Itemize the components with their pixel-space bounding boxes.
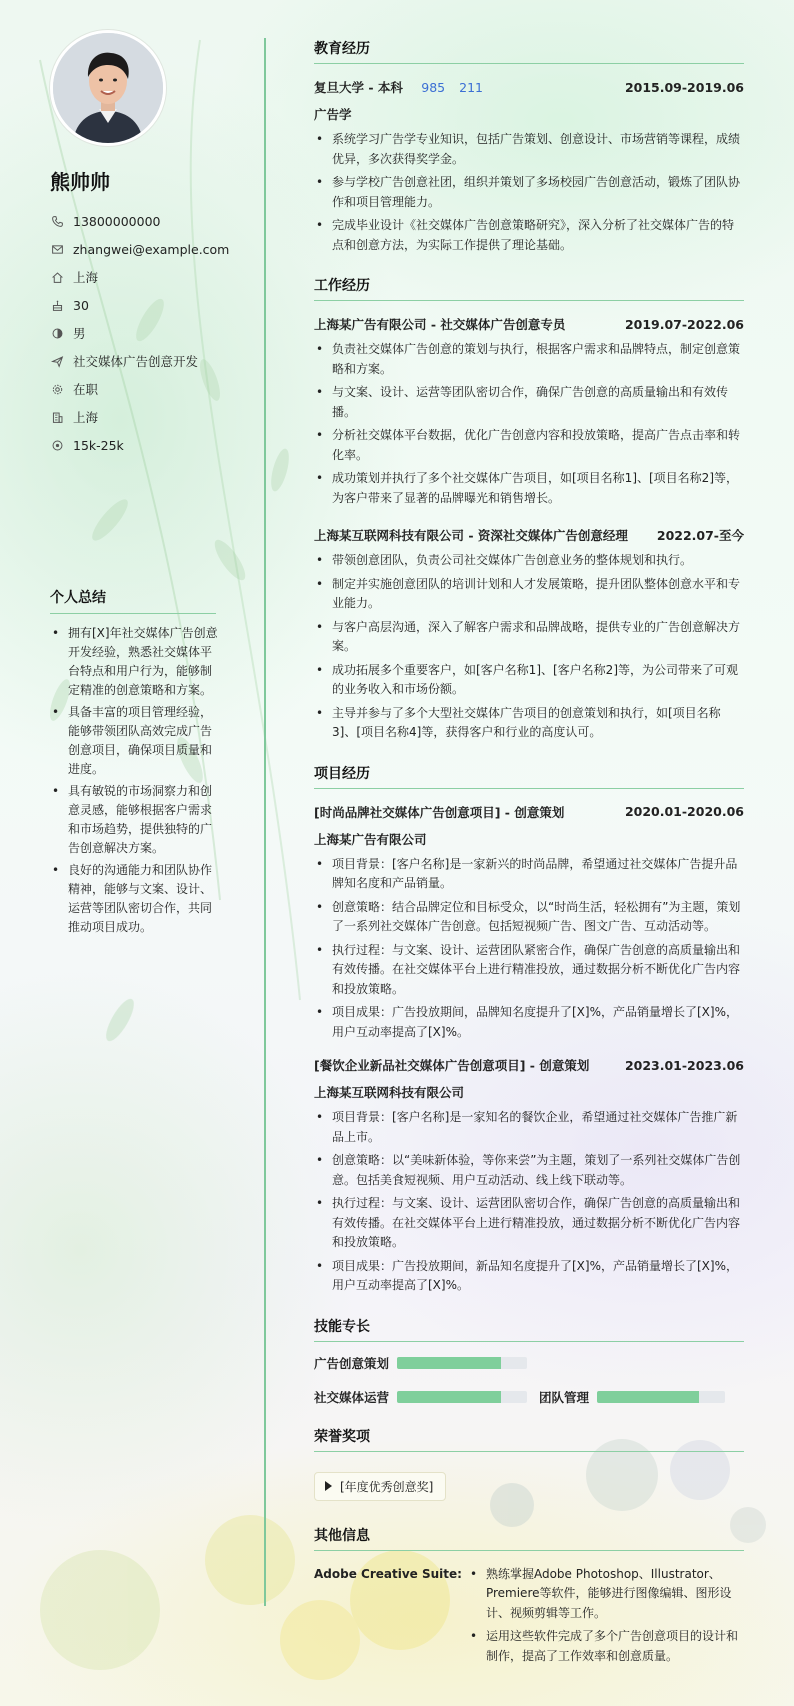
work-list bbox=[314, 551, 744, 743]
coin-icon bbox=[50, 438, 64, 452]
caret-right-icon bbox=[325, 1481, 332, 1491]
list-item: • 成功拓展多个重要客户，如[客户名称1]、[客户名称2]等，为公司带来了可观的业务收入和市场份额。 bbox=[314, 661, 744, 700]
main-content bbox=[314, 38, 744, 1670]
list-item: • 创意策略：结合品牌定位和目标受众，以“时尚生活，轻松拥有”为主题，策划了一系列社交媒体广告创意。包括短视频广告、图文广告、互动活动等。 bbox=[314, 898, 744, 937]
info-email bbox=[50, 235, 234, 263]
award-toggle[interactable] bbox=[314, 1472, 446, 1501]
column-divider bbox=[264, 38, 266, 1606]
job-date: 2022.07-至今 bbox=[656, 528, 744, 543]
award-label: [年度优秀创意奖] bbox=[340, 1479, 434, 1494]
list-item: • 熟练掌握Adobe Photoshop、Illustrator、Premiere等软件，能够进行图像编辑、图形设计、视频剪辑等工作。 bbox=[468, 1565, 744, 1624]
skill-bar-fill bbox=[397, 1357, 501, 1369]
send-icon bbox=[50, 354, 64, 368]
skill-bar-fill bbox=[397, 1391, 501, 1403]
school-block bbox=[314, 78, 483, 96]
list-item: • 运用这些软件完成了多个广告创意项目的设计和制作，提高了工作效率和创意质量。 bbox=[468, 1627, 744, 1666]
tag-badge: 211 bbox=[459, 80, 483, 95]
list-item: • 负责社交媒体广告创意的策划与执行，根据客户需求和品牌特点，制定创意策略和方案。 bbox=[314, 340, 744, 379]
info-city bbox=[50, 263, 234, 291]
project-company: 上海某互联网科技有限公司 bbox=[314, 1085, 465, 1100]
target-city-text: 上海 bbox=[73, 410, 99, 425]
list-item: • 制定并实施创意团队的培训计划和人才发展策略，提升团队整体创意水平和专业能力。 bbox=[314, 575, 744, 614]
skill-bar bbox=[397, 1357, 527, 1369]
person-name: 熊帅帅 bbox=[50, 170, 110, 194]
education-heading: 教育经历 bbox=[314, 38, 744, 64]
projects-heading: 项目经历 bbox=[314, 763, 744, 789]
list-item: • 执行过程：与文案、设计、运营团队密切合作，确保广告创意的高质量输出和有效传播。在社交媒体平台上进行精准投放，通过数据分析不断优化广告内容和投放策略。 bbox=[314, 1194, 744, 1253]
list-item: • 与客户高层沟通，深入了解客户需求和品牌战略，提供专业的广告创意解决方案。 bbox=[314, 618, 744, 657]
project-date: 2023.01-2023.06 bbox=[624, 1057, 744, 1073]
info-age bbox=[50, 291, 234, 319]
education-entry-header bbox=[314, 78, 744, 96]
project-entry-header bbox=[314, 1056, 744, 1074]
job-date: 2019.07-2022.06 bbox=[624, 316, 744, 332]
city-text: 上海 bbox=[73, 270, 99, 285]
list-item: • 拥有[X]年社交媒体广告创意开发经验，熟悉社交媒体平台特点和用户行为，能够制定精准的创意策略和方案。 bbox=[50, 624, 220, 700]
skill-bar bbox=[597, 1391, 725, 1403]
other-key: Adobe Creative Suite: bbox=[314, 1566, 462, 1581]
info-target-job bbox=[50, 347, 234, 375]
other-heading: 其他信息 bbox=[314, 1525, 744, 1551]
status-text: 在职 bbox=[73, 382, 99, 397]
info-target-city bbox=[50, 403, 234, 431]
phone-text: 13800000000 bbox=[73, 213, 161, 229]
list-item: • 良好的沟通能力和团队协作精神，能够与文案、设计、运营等团队密切合作，共同推动项目成功。 bbox=[50, 861, 220, 937]
skills-section bbox=[314, 1316, 744, 1422]
work-list bbox=[314, 340, 744, 508]
work-entry-header bbox=[314, 315, 744, 333]
building-icon bbox=[50, 410, 64, 424]
list-item: • 带领创意团队，负责公司社交媒体广告创意业务的整体规划和执行。 bbox=[314, 551, 744, 571]
projects-section bbox=[314, 763, 744, 1296]
project-title: [时尚品牌社交媒体广告创意项目] - 创意策划 bbox=[314, 804, 565, 820]
skill-name: 社交媒体运营 bbox=[314, 1389, 390, 1405]
list-item: • 项目成果：广告投放期间，品牌知名度提升了[X]%，产品销量增长了[X]%，用户互动率提高了[X]%。 bbox=[314, 1003, 744, 1042]
skill-item bbox=[539, 1388, 725, 1406]
info-status bbox=[50, 375, 234, 403]
avatar-photo bbox=[53, 33, 163, 143]
job-title: 上海某互联网科技有限公司 - 资深社交媒体广告创意经理 bbox=[314, 528, 628, 543]
sidebar bbox=[34, 30, 234, 940]
list-item: • 主导并参与了多个大型社交媒体广告项目的创意策划和执行，如[项目名称3]、[项目名称4]等，获得客户和行业的高度认可。 bbox=[314, 704, 744, 743]
info-phone bbox=[50, 207, 234, 235]
age-text: 30 bbox=[73, 297, 89, 313]
skill-bar-fill bbox=[597, 1391, 699, 1403]
skill-bar bbox=[397, 1391, 527, 1403]
email-icon bbox=[50, 242, 64, 256]
honors-heading: 荣誉奖项 bbox=[314, 1426, 744, 1452]
tag-badge: 985 bbox=[421, 80, 446, 95]
education-section bbox=[314, 38, 744, 255]
list-item: • 执行过程：与文案、设计、运营团队紧密合作，确保广告创意的高质量输出和有效传播。在社交媒体平台上进行精准投放，通过数据分析不断优化广告内容和投放策略。 bbox=[314, 941, 744, 1000]
project-list bbox=[314, 1108, 744, 1296]
project-entry-header bbox=[314, 803, 744, 821]
job-title: 上海某广告有限公司 - 社交媒体广告创意专员 bbox=[314, 317, 566, 332]
list-item: • 创意策略：以“美味新体验，等你来尝”为主题，策划了一系列社交媒体广告创意。包括美食短视频、用户互动活动、线上线下联动等。 bbox=[314, 1151, 744, 1190]
list-item: • 与文案、设计、运营等团队密切合作，确保广告创意的高质量输出和有效传播。 bbox=[314, 383, 744, 422]
skill-item bbox=[314, 1354, 527, 1372]
salary-text: 15k-25k bbox=[73, 437, 124, 453]
skills-list bbox=[314, 1354, 744, 1422]
gender-icon bbox=[50, 326, 64, 340]
list-item: • 项目背景：[客户名称]是一家新兴的时尚品牌，希望通过社交媒体广告提升品牌知名度和产品销量。 bbox=[314, 855, 744, 894]
other-section bbox=[314, 1525, 744, 1671]
education-date: 2015.09-2019.06 bbox=[624, 79, 744, 95]
gear-icon bbox=[50, 382, 64, 396]
info-gender bbox=[50, 319, 234, 347]
info-salary bbox=[50, 431, 234, 459]
email-text: zhangwei@example.com bbox=[73, 241, 230, 257]
list-item: • 成功策划并执行了多个社交媒体广告项目，如[项目名称1]、[项目名称2]等，为客户带来了显著的品牌曝光和销售增长。 bbox=[314, 469, 744, 508]
phone-icon bbox=[50, 214, 64, 228]
list-item: • 项目背景：[客户名称]是一家知名的餐饮企业，希望通过社交媒体广告推广新品上市。 bbox=[314, 1108, 744, 1147]
school-name: 复旦大学 - 本科 bbox=[314, 80, 403, 95]
list-item: • 系统学习广告学专业知识，包括广告策划、创意设计、市场营销等课程，成绩优异，多次获得奖学金。 bbox=[314, 130, 744, 169]
project-title: [餐饮企业新品社交媒体广告创意项目] - 创意策划 bbox=[314, 1058, 590, 1073]
skills-heading: 技能专长 bbox=[314, 1316, 744, 1342]
work-entry-header bbox=[314, 526, 744, 544]
target-job-text: 社交媒体广告创意开发 bbox=[73, 354, 199, 369]
education-list bbox=[314, 130, 744, 255]
work-section bbox=[314, 275, 744, 743]
honors-section bbox=[314, 1426, 744, 1501]
project-company: 上海某广告有限公司 bbox=[314, 831, 427, 847]
work-heading: 工作经历 bbox=[314, 275, 744, 301]
list-item: • 具备丰富的项目管理经验，能够带领团队高效完成广告创意项目，确保项目质量和进度。 bbox=[50, 703, 220, 779]
skill-name: 广告创意策划 bbox=[314, 1355, 390, 1371]
school-tags bbox=[407, 80, 483, 95]
list-item: • 完成毕业设计《社交媒体广告创意策略研究》，深入分析了社交媒体广告的特点和创意方法，为实际工作提供了理论基础。 bbox=[314, 216, 744, 255]
list-item: • 参与学校广告创意社团，组织并策划了多场校园广告创意活动，锻炼了团队协作和项目管理能力。 bbox=[314, 173, 744, 212]
project-date: 2020.01-2020.06 bbox=[624, 804, 744, 819]
other-entry bbox=[314, 1565, 744, 1671]
skill-item bbox=[314, 1388, 527, 1406]
summary-heading: 个人总结 bbox=[50, 587, 216, 614]
gender-text: 男 bbox=[73, 326, 86, 341]
home-icon bbox=[50, 270, 64, 284]
education-major: 广告学 bbox=[314, 107, 352, 122]
summary-list bbox=[50, 624, 220, 937]
cake-icon bbox=[50, 298, 64, 312]
list-item: • 分析社交媒体平台数据，优化广告创意内容和投放策略，提高广告点击率和转化率。 bbox=[314, 426, 744, 465]
avatar bbox=[50, 30, 166, 146]
skill-name: 团队管理 bbox=[539, 1389, 590, 1405]
project-list bbox=[314, 855, 744, 1043]
list-item: • 具有敏锐的市场洞察力和创意灵感，能够根据客户需求和市场趋势，提供独特的广告创意解决方案。 bbox=[50, 782, 220, 858]
list-item: • 项目成果：广告投放期间，新品知名度提升了[X]%，产品销量增长了[X]%，用户互动率提高了[X]%。 bbox=[314, 1257, 744, 1296]
other-list bbox=[468, 1565, 744, 1671]
